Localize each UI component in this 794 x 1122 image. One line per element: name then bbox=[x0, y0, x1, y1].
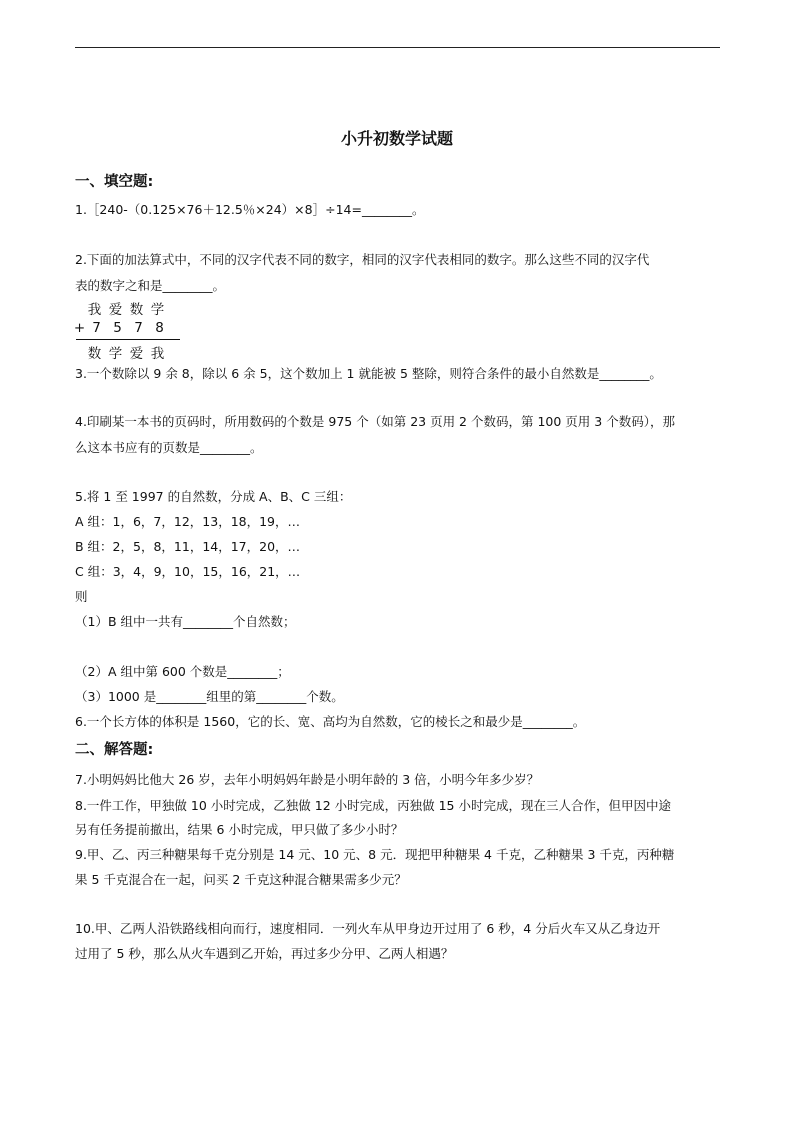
question-5-group-c: C 组：3，4，9，10，15，16，21，… bbox=[75, 564, 301, 579]
equation-char: 我 bbox=[87, 302, 102, 318]
question-9-line-2: 果 5 千克混合在一起，问买 2 千克这种混合糖果需多少元？ bbox=[75, 872, 407, 887]
question-4-line-1: 4.印刷某一本书的页码时，所用数码的个数是 975 个（如第 23 页用 2 个数码，第 100 页用 3 个数码），那 bbox=[75, 414, 675, 429]
question-10-line-2: 过用了 5 秒，那么从火车遇到乙开始，再过多少分甲、乙两人相遇？ bbox=[75, 946, 454, 961]
equation-char: 学 bbox=[150, 302, 165, 318]
equation-row-2 bbox=[73, 320, 170, 336]
equation-sum-line bbox=[76, 339, 180, 340]
question-8-line-2: 另有任务提前撤出，结果 6 小时完成，甲只做了多少小时？ bbox=[75, 822, 404, 837]
equation-digit: 7 bbox=[134, 320, 143, 336]
question-2-line-2: 表的数字之和是________。 bbox=[75, 278, 226, 293]
equation-char: 数 bbox=[129, 302, 144, 318]
header-rule bbox=[75, 47, 720, 48]
question-2-line-1: 2.下面的加法算式中，不同的汉字代表不同的数字，相同的汉字代表相同的数字。那么这些不同的汉字代 bbox=[75, 252, 650, 267]
question-1: 1.［240-（0.125×76＋12.5％×24）×8］÷14=________。 bbox=[75, 202, 425, 217]
question-9-line-1: 9.甲、乙、丙三种糖果每千克分别是 14 元、10 元、8 元．现把甲种糖果 4 千克，乙种糖果 3 千克，丙种糖 bbox=[75, 847, 675, 862]
question-6: 6.一个长方体的体积是 1560，它的长、宽、高均为自然数，它的棱长之和最少是________。 bbox=[75, 714, 586, 729]
question-5-intro: 5.将 1 至 1997 的自然数，分成 A、B、C 三组： bbox=[75, 489, 352, 504]
equation-row-1 bbox=[84, 298, 168, 318]
question-3: 3.一个数除以 9 余 8，除以 6 余 5，这个数加上 1 就能被 5 整除，则符合条件的最小自然数是________。 bbox=[75, 366, 662, 381]
plus-sign: + bbox=[73, 320, 86, 336]
question-5-then: 则 bbox=[75, 589, 88, 604]
equation-digit: 7 bbox=[92, 320, 101, 336]
equation-char: 学 bbox=[108, 346, 123, 362]
question-5-part-1: （1）B 组中一共有________个自然数； bbox=[75, 614, 296, 629]
question-4-line-2: 么这本书应有的页数是________。 bbox=[75, 440, 263, 455]
equation-char: 我 bbox=[150, 346, 165, 362]
section-solve: 二、解答题: bbox=[75, 742, 154, 758]
equation-digit: 5 bbox=[113, 320, 122, 336]
equation-char: 爱 bbox=[129, 346, 144, 362]
equation-digit: 8 bbox=[155, 320, 164, 336]
question-5-part-3: （3）1000 是________组里的第________个数。 bbox=[75, 689, 344, 704]
question-7: 7.小明妈妈比他大 26 岁，去年小明妈妈年龄是小明年龄的 3 倍，小明今年多少岁？ bbox=[75, 772, 540, 787]
question-10-line-1: 10.甲、乙两人沿铁路线相向而行，速度相同．一列火车从甲身边开过用了 6 秒，4 分后火车又从乙身边开 bbox=[75, 921, 661, 936]
section-fill-in-blanks: 一、填空题: bbox=[75, 174, 154, 190]
question-5-group-a: A 组：1，6，7，12，13，18，19，… bbox=[75, 514, 301, 529]
question-5-part-2: （2）A 组中第 600 个数是________； bbox=[75, 664, 290, 679]
question-8-line-1: 8.一件工作，甲独做 10 小时完成，乙独做 12 小时完成，丙独做 15 小时完成，现在三人合作，但甲因中途 bbox=[75, 798, 671, 813]
equation-char: 爱 bbox=[108, 302, 123, 318]
page-title: 小升初数学试题 bbox=[340, 129, 453, 148]
equation-char: 数 bbox=[87, 346, 102, 362]
equation-row-3 bbox=[84, 342, 168, 362]
question-5-group-b: B 组：2，5，8，11，14，17，20，… bbox=[75, 539, 301, 554]
